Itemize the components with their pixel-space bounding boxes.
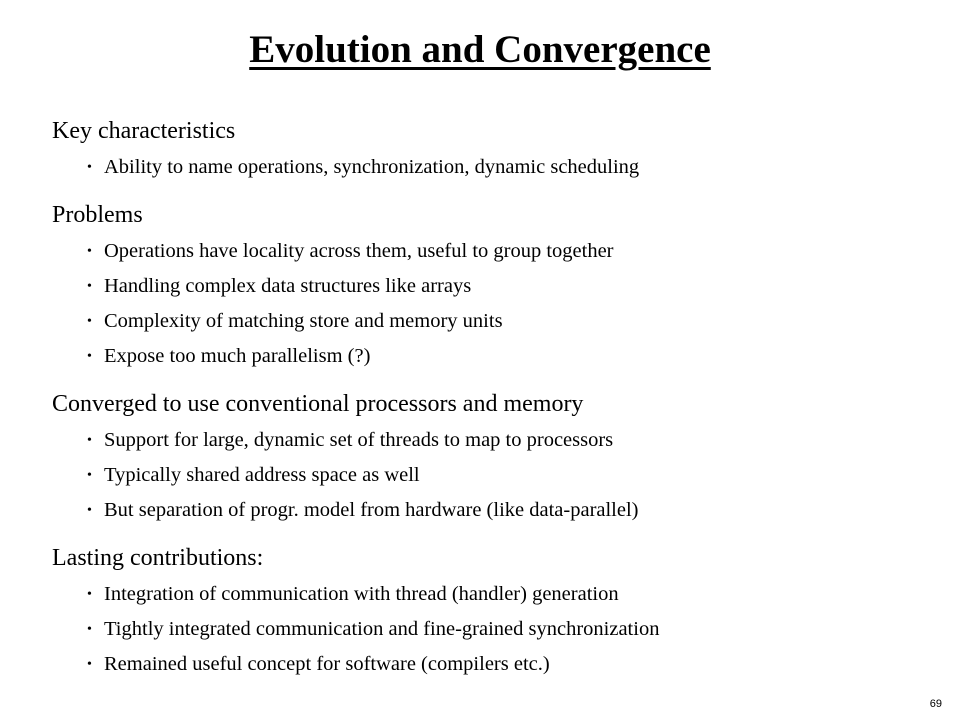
- section-key-characteristics: [52, 112, 932, 185]
- section-heading: Lasting contributions:: [52, 545, 264, 571]
- section-heading: Problems: [52, 202, 143, 228]
- list-item: [52, 647, 932, 682]
- bullet-icon: •: [87, 160, 92, 175]
- list-item-text: But separation of progr. model from hardware (like data-parallel): [104, 499, 639, 521]
- bullet-icon: •: [87, 244, 92, 259]
- list-item: [52, 423, 932, 458]
- bullet-icon: •: [87, 433, 92, 448]
- bullet-icon: •: [87, 468, 92, 483]
- bullet-icon: •: [87, 503, 92, 518]
- list-item-text: Support for large, dynamic set of threads to map to processors: [104, 429, 614, 451]
- bullet-icon: •: [87, 279, 92, 294]
- list-item: [52, 339, 932, 374]
- list-item-text: Complexity of matching store and memory units: [104, 310, 503, 332]
- bullet-icon: •: [87, 314, 92, 329]
- bullet-list: [52, 577, 932, 682]
- slide-content: [52, 112, 932, 693]
- section-problems: [52, 196, 932, 374]
- bullet-icon: •: [87, 587, 92, 602]
- bullet-icon: •: [87, 657, 92, 672]
- slide-title: Evolution and Convergence: [249, 28, 711, 71]
- list-item-text: Handling complex data structures like arrays: [104, 275, 472, 297]
- list-item-text: Ability to name operations, synchronization, dynamic scheduling: [104, 156, 640, 178]
- list-item: [52, 458, 932, 493]
- list-item: [52, 304, 932, 339]
- bullet-list: [52, 234, 932, 374]
- section-converged: [52, 385, 932, 528]
- list-item: [52, 234, 932, 269]
- list-item: [52, 577, 932, 612]
- bullet-list: [52, 423, 932, 528]
- list-item-text: Operations have locality across them, useful to group together: [104, 240, 614, 262]
- bullet-icon: •: [87, 622, 92, 637]
- list-item-text: Remained useful concept for software (compilers etc.): [104, 653, 550, 675]
- section-heading: Key characteristics: [52, 118, 236, 144]
- list-item: [52, 150, 932, 185]
- list-item: [52, 269, 932, 304]
- page-number: 69: [929, 698, 942, 710]
- list-item: [52, 493, 932, 528]
- bullet-list: [52, 150, 932, 185]
- list-item-text: Expose too much parallelism (?): [104, 345, 371, 367]
- list-item-text: Tightly integrated communication and fine-grained synchronization: [104, 618, 660, 640]
- list-item-text: Typically shared address space as well: [104, 464, 420, 486]
- list-item-text: Integration of communication with thread (handler) generation: [104, 583, 619, 605]
- section-lasting-contributions: [52, 539, 932, 682]
- section-heading: Converged to use conventional processors and memory: [52, 391, 584, 417]
- list-item: [52, 612, 932, 647]
- bullet-icon: •: [87, 349, 92, 364]
